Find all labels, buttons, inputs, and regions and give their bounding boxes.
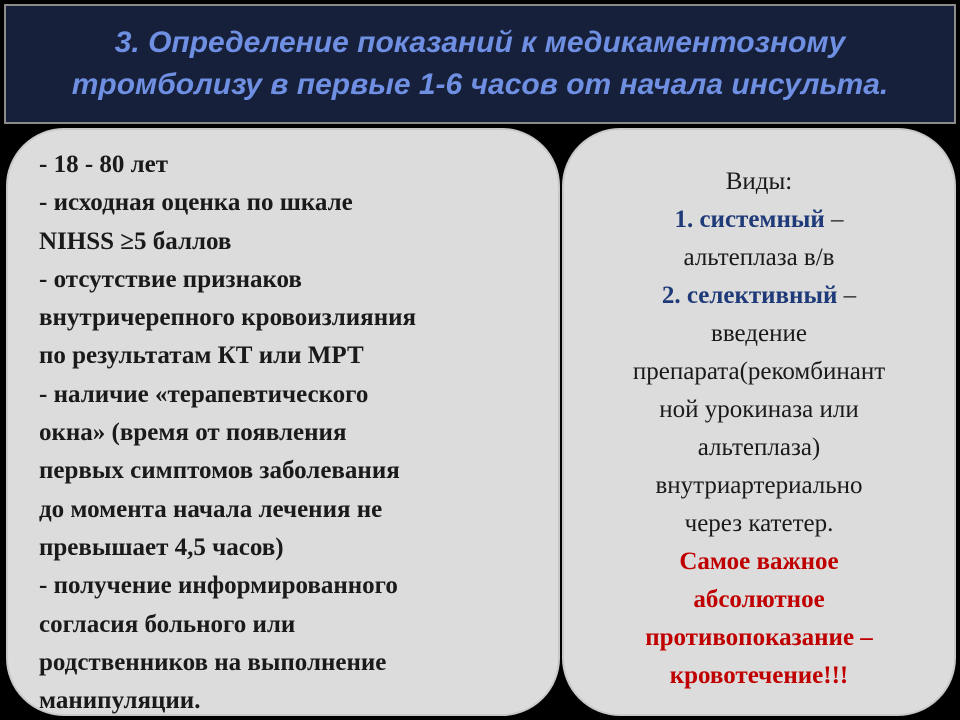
indication-line: родственников на выполнение	[39, 648, 387, 676]
selective-desc-line: введение	[711, 320, 807, 347]
indication-line: - наличие «терапевтического	[39, 380, 369, 408]
indication-line: - исходная оценка по шкале	[39, 189, 353, 217]
indication-line: до момента начала лечения не	[39, 495, 383, 523]
selective-desc-line: препарата(рекомбинант	[632, 358, 886, 385]
indication-line: превышает 4,5 часов)	[39, 533, 284, 561]
selective-desc-line: альтеплаза)	[697, 434, 821, 461]
warning-line: кровотечение!!!	[669, 662, 849, 689]
slide-title	[4, 4, 956, 124]
selective-desc-line: ной урокиназа или	[659, 396, 859, 423]
indication-line: по результатам КТ или МРТ	[39, 342, 364, 370]
warning-line: противопоказание –	[645, 624, 873, 651]
types-heading: Виды:	[725, 168, 793, 195]
type-systemic-name: 1. системный	[674, 206, 825, 233]
title-line-2: тромболизу в первые 1-6 часов от начала инсульта.	[71, 68, 889, 101]
types-panel	[562, 128, 956, 716]
indication-line: - 18 - 80 лет	[39, 151, 169, 178]
warning-line: абсолютное	[693, 586, 825, 613]
selective-desc-line: через катетер.	[684, 510, 834, 537]
indication-line: NIHSS ≥5 баллов	[39, 227, 232, 255]
indication-line: манипуляции.	[39, 687, 201, 715]
indication-line: первых симптомов заболевания	[39, 457, 400, 485]
title-line-1: 3. Определение показаний к медикаментозному	[114, 26, 846, 59]
indication-line: - получение информированного	[39, 572, 398, 600]
type-systemic-dash: –	[824, 206, 844, 233]
type-selective	[564, 277, 954, 315]
indication-line: окна» (время от появления	[39, 419, 347, 447]
type-selective-name: 2. селективный	[661, 282, 838, 309]
warning-line: Самое важное	[679, 548, 839, 575]
indications-panel	[6, 128, 560, 716]
type-systemic	[564, 201, 954, 239]
indication-line: согласия больного или	[39, 610, 296, 638]
indication-line: - отсутствие признаков	[39, 265, 302, 293]
type-selective-dash: –	[837, 282, 857, 309]
selective-desc-line: внутриартериально	[655, 472, 863, 499]
type-systemic-desc: альтеплаза в/в	[683, 244, 835, 271]
indication-line: внутричерепного кровоизлияния	[39, 304, 417, 332]
